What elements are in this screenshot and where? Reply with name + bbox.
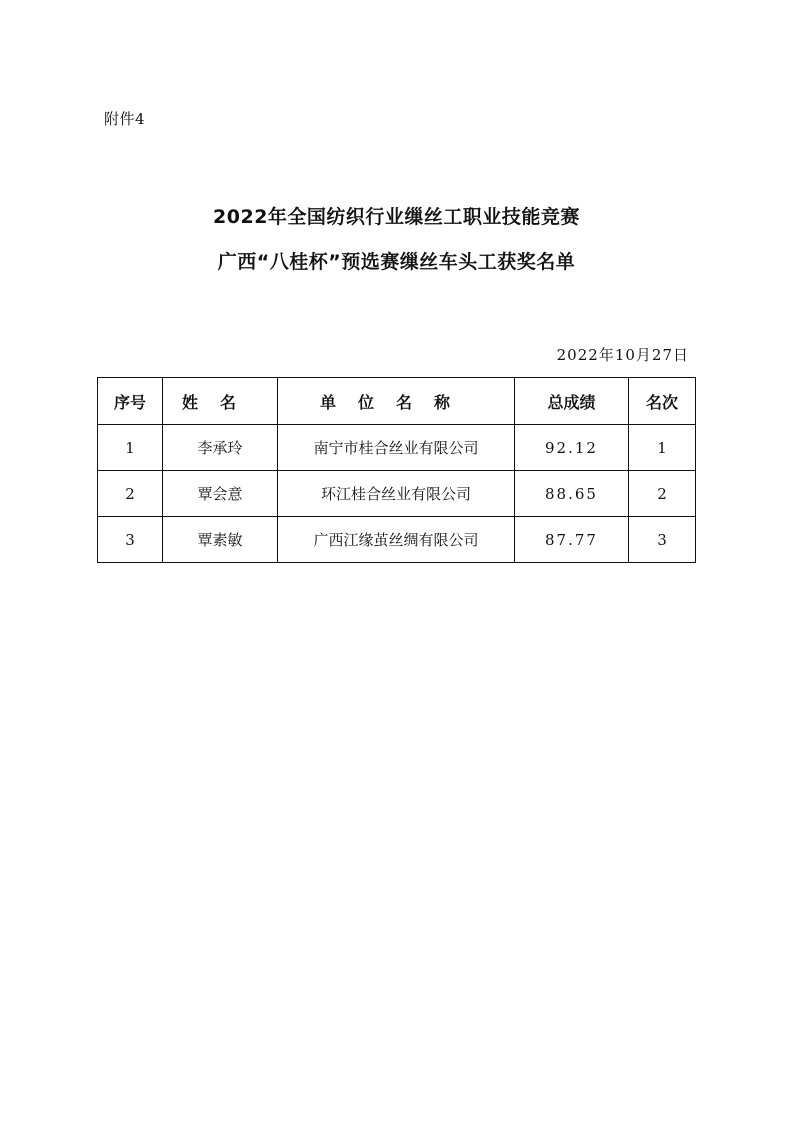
cell-name: 覃会意 xyxy=(163,471,278,517)
header-name: 姓名 xyxy=(163,378,278,425)
cell-unit: 南宁市桂合丝业有限公司 xyxy=(278,425,515,471)
cell-unit: 广西江缘茧丝绸有限公司 xyxy=(278,517,515,563)
header-score: 总成绩 xyxy=(515,378,629,425)
cell-index: 1 xyxy=(98,425,163,471)
table-row xyxy=(98,517,696,563)
cell-name: 李承玲 xyxy=(163,425,278,471)
table-header-row xyxy=(98,378,696,425)
cell-rank: 1 xyxy=(629,425,696,471)
cell-index: 3 xyxy=(98,517,163,563)
attachment-label: 附件4 xyxy=(104,110,146,128)
header-rank: 名次 xyxy=(629,378,696,425)
cell-name: 覃素敏 xyxy=(163,517,278,563)
cell-index: 2 xyxy=(98,471,163,517)
cell-unit: 环江桂合丝业有限公司 xyxy=(278,471,515,517)
cell-score: 88.65 xyxy=(515,471,629,517)
cell-score: 92.12 xyxy=(515,425,629,471)
table-row xyxy=(98,425,696,471)
document-title-line2: 广西“八桂杯”预选赛缫丝车头工获奖名单 xyxy=(217,251,576,273)
table-row xyxy=(98,471,696,517)
cell-rank: 3 xyxy=(629,517,696,563)
header-unit: 单位名称 xyxy=(278,378,515,425)
header-index: 序号 xyxy=(98,378,163,425)
award-table xyxy=(97,377,696,563)
document-title-line1: 2022年全国纺织行业缫丝工职业技能竞赛 xyxy=(213,206,580,228)
cell-score: 87.77 xyxy=(515,517,629,563)
document-date: 2022年10月27日 xyxy=(556,346,689,364)
cell-rank: 2 xyxy=(629,471,696,517)
